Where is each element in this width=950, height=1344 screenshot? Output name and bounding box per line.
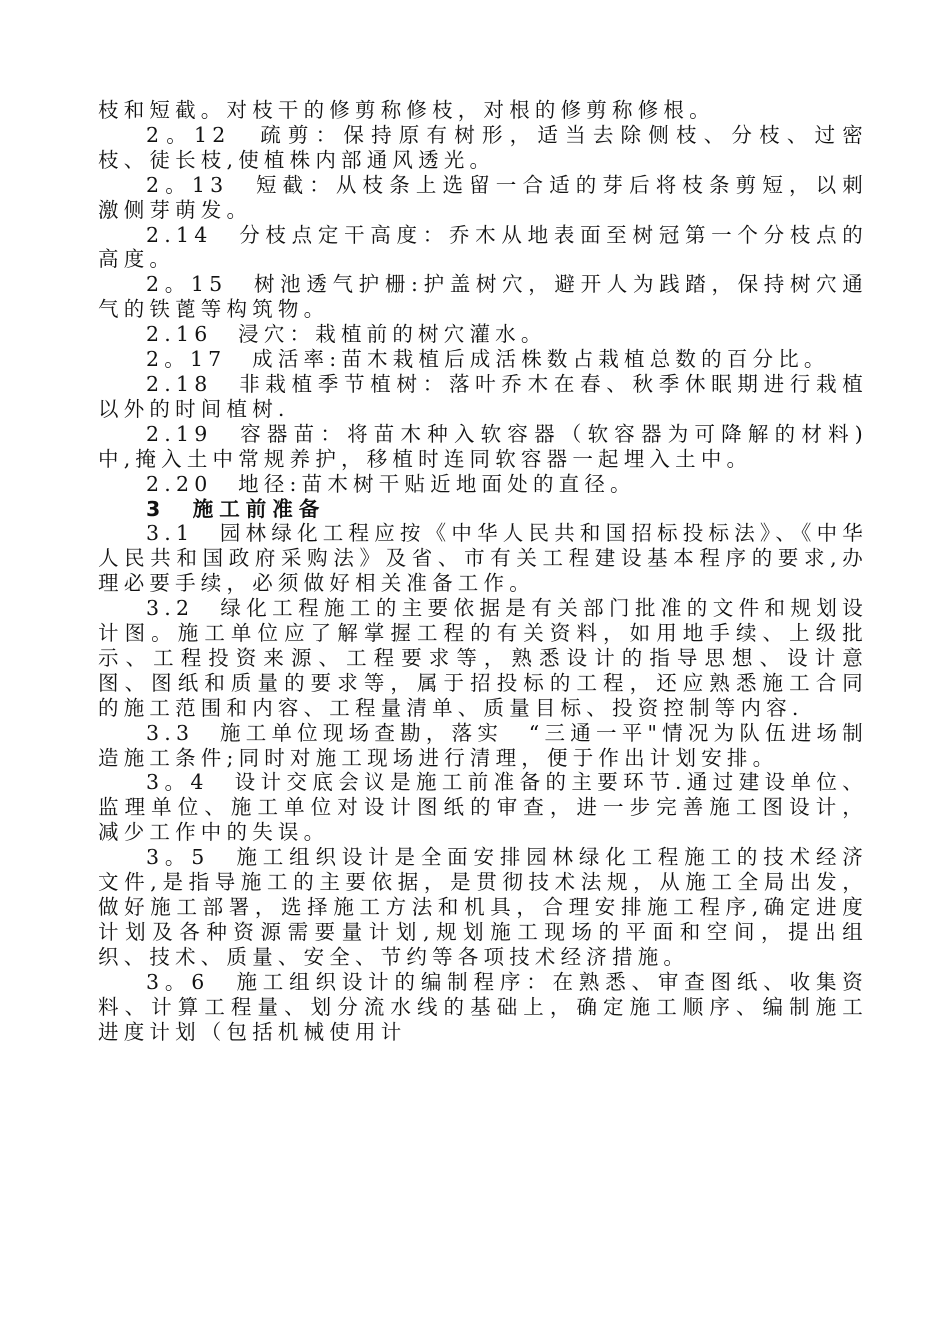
clause-2-15: 2。15 树池透气护栅:护盖树穴，避开人为践踏，保持树穴通气的铁蓖等构筑物。 (98, 272, 868, 322)
clause-2-19: 2.19 容器苗：将苗木种入软容器（软容器为可降解的材料)中,掩入土中常规养护，移植时连同软容器一起埋入土中。 (98, 421, 868, 471)
document-body (98, 98, 868, 1044)
clause-2-13: 2。13 短截：从枝条上选留一合适的芽后将枝条剪短，以刺激侧芽萌发。 (98, 172, 868, 222)
clause-3-4: 3。4 设计交底会议是施工前准备的主要环节.通过建设单位、监理单位、施工单位对设计图纸的审查，进一步完善施工图设计，减少工作中的失误。 (98, 770, 868, 845)
clause-2-17: 2。17 成活率:苗木栽植后成活株数占栽植总数的百分比。 (146, 347, 830, 372)
clause-2-18: 2.18 非栽植季节植树：落叶乔木在春、秋季休眠期进行栽植以外的时间植树. (98, 371, 868, 421)
clause-3-2: 3.2 绿化工程施工的主要依据是有关部门批准的文件和规划设计图。施工单位应了解掌握工程的有关资料，如用地手续、上级批示、工程投资来源、工程要求等，熟悉设计的指导思想、设计意图、图纸和质量的要求等，属于招投标的工程，还应熟悉施工合同的施工范围和内容、工程量清单、质量目标、投资控制等内容. (98, 596, 868, 720)
text-paragraph: 枝和短截。对枝干的修剪称修枝，对根的修剪称修根。 (98, 98, 715, 122)
clause-3-1: 3.1 园林绿化工程应按《中华人民共和国招标投标法》、《中华人民共和国政府采购法》及省、市有关工程建设基本程序的要求,办理必要手续，必须做好相关准备工作。 (98, 521, 868, 596)
clause-3-6: 3。6 施工组织设计的编制程序：在熟悉、审查图纸、收集资料、计算工程量、划分流水线的基础上，确定施工顺序、编制施工进度计划（包括机械使用计 (98, 969, 868, 1044)
section-heading: 3 施工前准备 (146, 496, 326, 521)
clause-2-14: 2.14 分枝点定干高度：乔木从地表面至树冠第一个分枝点的高度。 (98, 222, 868, 272)
clause-2-20: 2.20 地径:苗木树干贴近地面处的直径。 (146, 471, 636, 496)
clause-3-5: 3。5 施工组织设计是全面安排园林绿化工程施工的技术经济文件,是指导施工的主要依据，是贯彻技术法规，从施工全局出发，做好施工部署，选择施工方法和机具，合理安排施工程序,确定进度计划及各种资源需要量计划,规划施工现场的平面和空间，提出组织、技术、质量、安全、节约等各项技术经济措施。 (98, 845, 868, 969)
clause-2-16: 2.16 浸穴：栽植前的树穴灌水。 (146, 322, 547, 347)
clause-2-12: 2。12 疏剪：保持原有树形，适当去除侧枝、分枝、过密枝、徒长枝,使植株内部通风透光。 (98, 122, 868, 172)
clause-3-3: 3.3 施工单位现场查勘，落实 “三通一平"情况为队伍进场制造施工条件;同时对施工现场进行清理，便于作出计划安排。 (98, 720, 868, 770)
